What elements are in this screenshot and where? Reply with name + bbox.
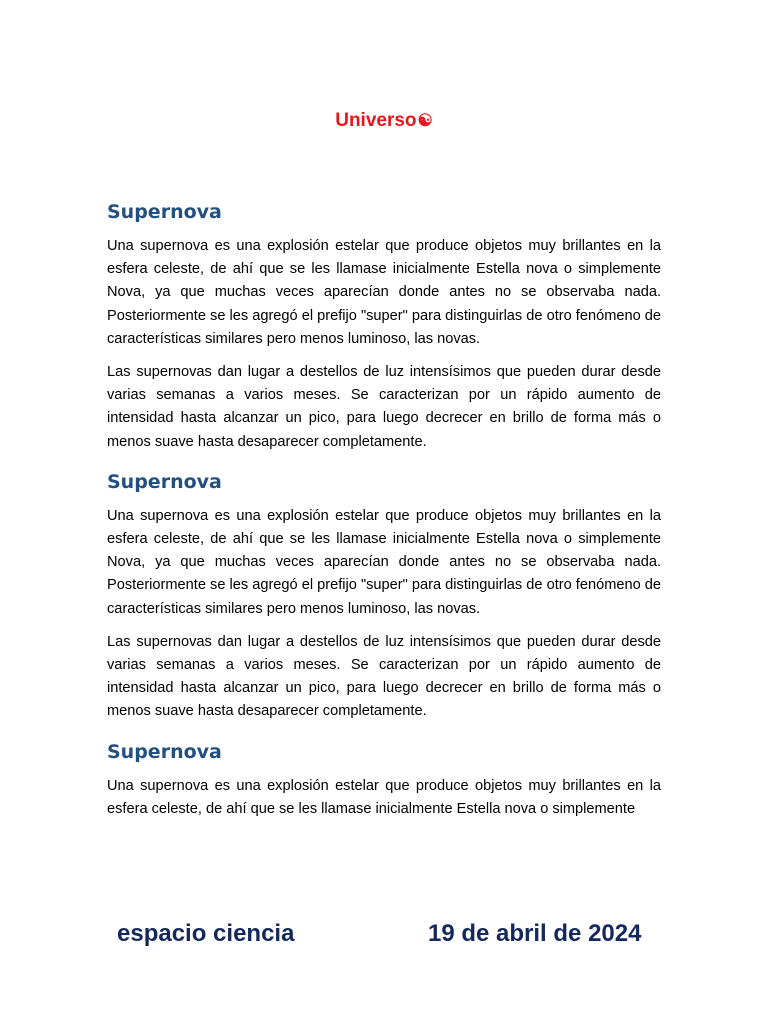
section-1	[107, 199, 661, 454]
document-body	[107, 199, 661, 831]
section-heading: Supernova	[107, 470, 222, 493]
yin-yang-icon: ☯	[417, 111, 433, 130]
section-2	[107, 469, 661, 724]
paragraph: Las supernovas dan lugar a destellos de luz intensísimos que pueden durar desde varias semanas a varios meses. Se caracterizan por un rápido aumento de intensidad hasta alcanzar un pico, para luego decrecer en brillo de forma más o menos suave hasta desaparecer completamente.	[107, 633, 661, 720]
paragraph: Las supernovas dan lugar a destellos de luz intensísimos que pueden durar desde varias semanas a varios meses. Se caracterizan por un rápido aumento de intensidad hasta alcanzar un pico, para luego decrecer en brillo de forma más o menos suave hasta desaparecer completamente.	[107, 364, 661, 450]
footer-publication: espacio ciencia	[117, 920, 295, 947]
paragraph: Una supernova es una explosión estelar que produce objetos muy brillantes en la esfera celeste, de ahí que se les llamase inicialmente Estella nova o simplemente Nova, ya que muchas veces aparecían donde antes no se observaba nada. Posteriormente se les agregó el prefijo "super" para distinguirlas de otro fenómeno de características similares pero menos luminoso, las novas.	[107, 507, 661, 617]
paragraph: Una supernova es una explosión estelar que produce objetos muy brillantes en la esfera celeste, de ahí que se les llamase inicialmente Estella nova o simplemente	[107, 777, 661, 817]
footer-date: 19 de abril de 2024	[428, 920, 642, 947]
section-heading: Supernova	[107, 740, 222, 763]
document-title-text: Universo	[335, 110, 417, 131]
section-3	[107, 739, 661, 821]
paragraph: Una supernova es una explosión estelar que produce objetos muy brillantes en la esfera celeste, de ahí que se les llamase inicialmente Estella nova o simplemente Nova, ya que muchas veces aparecían donde antes no se observaba nada. Posteriormente se les agregó el prefijo "super" para distinguirlas de otro fenómeno de características similares pero menos luminoso, las novas.	[107, 238, 661, 347]
section-heading: Supernova	[107, 201, 222, 223]
document-title	[0, 110, 768, 132]
